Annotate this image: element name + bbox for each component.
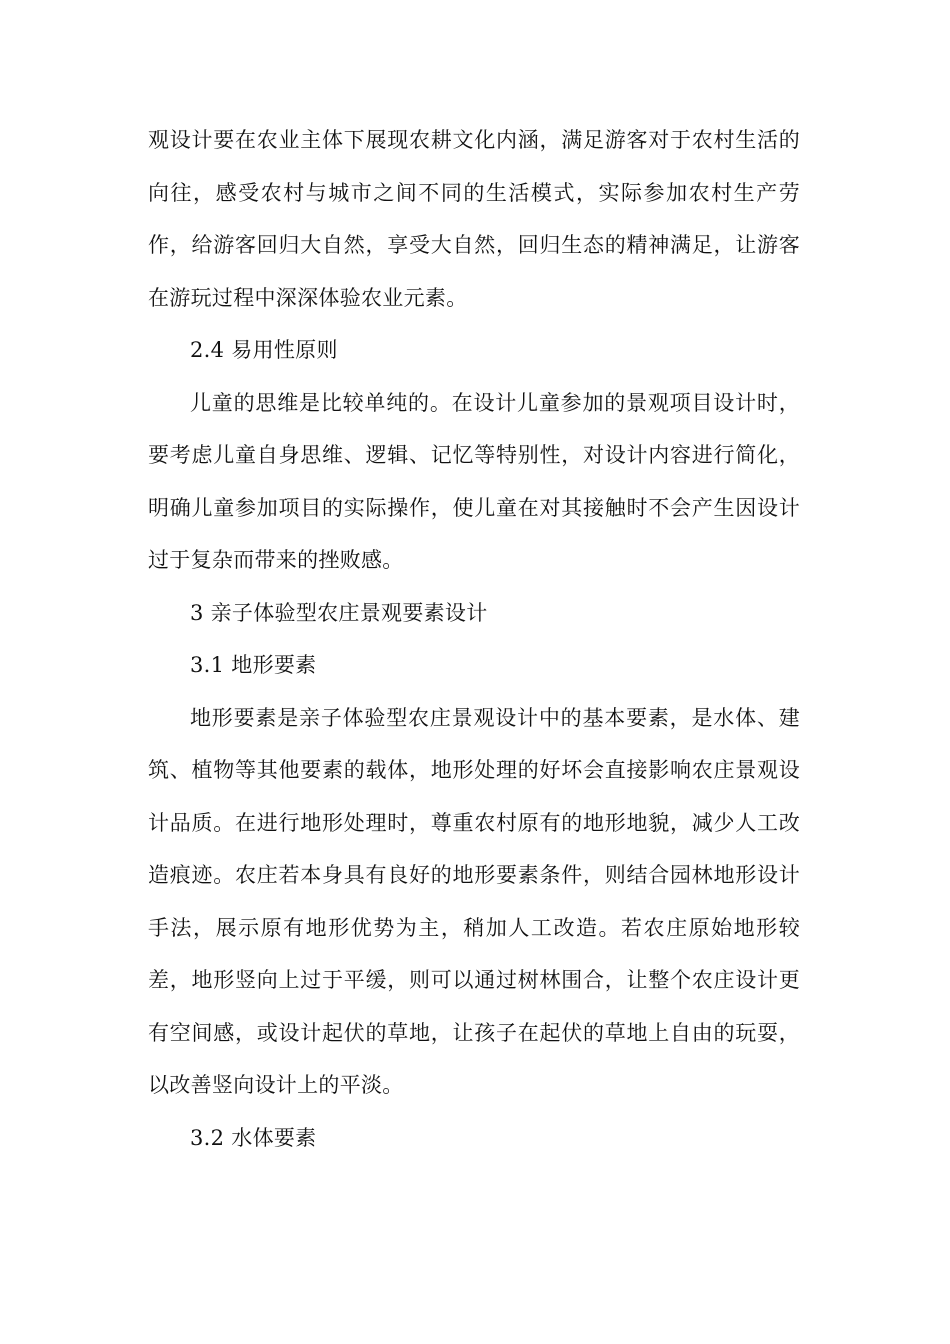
paragraph-terrain: 地形要素是亲子体验型农庄景观设计中的基本要素，是水体、建筑、植物等其他要素的载体，地形处理的好坏会直接影响农庄景观设计品质。在进行地形处理时，尊重农村原有的地形地貌，减少人工改造痕迹。农庄若本身具有良好的地形要素条件，则结合园林地形设计手法，展示原有地形优势为主，稍加人工改造。若农庄原始地形较差，地形竖向上过于平缓，则可以通过树林围合，让整个农庄设计更有空间感，或设计起伏的草地，让孩子在起伏的草地上自由的玩耍，以改善竖向设计上的平淡。	[148, 705, 800, 1097]
section-heading-3-1: 3.1 地形要素	[190, 653, 317, 677]
section-heading-2-4: 2.4 易用性原则	[190, 338, 338, 362]
paragraph-continuation: 观设计要在农业主体下展现农耕文化内涵，满足游客对于农村生活的向往，感受农村与城市之间不同的生活模式，实际参加农村生产劳作，给游客回归大自然，享受大自然，回归生态的精神满足，让游客在游玩过程中深深体验农业元素。	[148, 128, 800, 310]
section-heading-3: 3 亲子体验型农庄景观要素设计	[190, 600, 488, 625]
paragraph-usability: 儿童的思维是比较单纯的。在设计儿童参加的景观项目设计时，要考虑儿童自身思维、逻辑、记忆等特别性，对设计内容进行简化，明确儿童参加项目的实际操作，使儿童在对其接触时不会产生因设计过于复杂而带来的挫败感。	[148, 390, 800, 572]
document-body	[148, 114, 800, 1164]
section-heading-3-2: 3.2 水体要素	[190, 1125, 317, 1150]
